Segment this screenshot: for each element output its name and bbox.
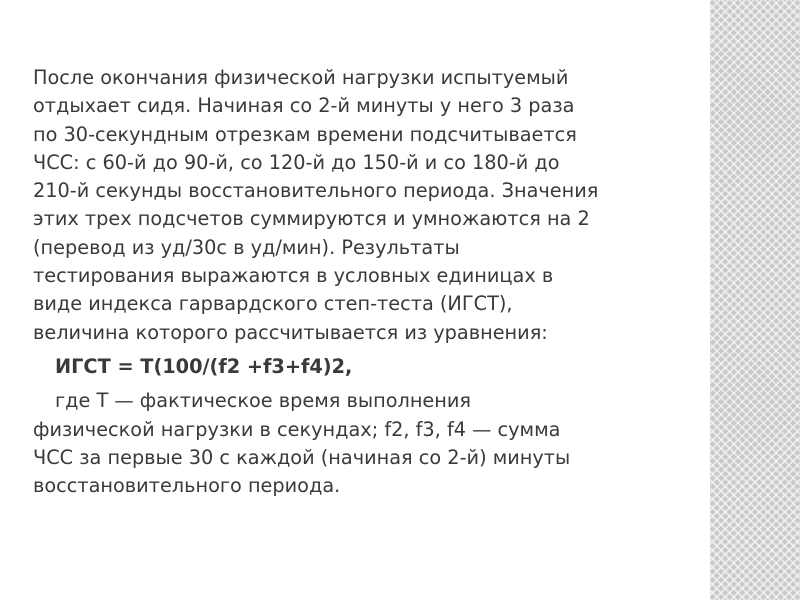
definition-line: где Т — фактическое время выполнения: [55, 389, 472, 413]
paragraph-line: ЧСС: с 60-й до 90-й, со 120-й до 150-й и со 180-й до: [33, 150, 560, 174]
paragraph-line: отдыхает сидя. Начиная со 2-й минуты у него 3 раза: [33, 94, 575, 118]
paragraph-line: величина которого рассчитывается из уравнения:: [33, 320, 548, 344]
paragraph-line: тестирования выражаются в условных единицах в: [33, 264, 554, 288]
paragraph-line: (перевод из уд/30с в уд/мин). Результаты: [33, 235, 460, 259]
definition-line: ЧСС за первые 30 с каждой (начиная со 2-й) минуты: [33, 445, 571, 469]
paragraph-line: по 30-секундным отрезкам времени подсчитывается: [33, 122, 577, 146]
definition-line: физической нагрузки в секундах; f2, f3, f4 — сумма: [33, 417, 561, 441]
paragraph-line: виде индекса гарвардского степ-теста (ИГСТ),: [33, 292, 513, 316]
decorative-side-strip: [710, 0, 800, 600]
formula: ИГСТ = Т(100/(f2 +f3+f4)2,: [55, 354, 353, 378]
definition-line: восстановительного периода.: [33, 474, 341, 498]
slide-body-text: [33, 64, 713, 500]
paragraph-line: 210-й секунды восстановительного периода. Значения: [33, 179, 599, 203]
paragraph-line: этих трех подсчетов суммируются и умножаются на 2: [33, 207, 590, 231]
paragraph-line: После окончания физической нагрузки испытуемый: [33, 66, 569, 89]
